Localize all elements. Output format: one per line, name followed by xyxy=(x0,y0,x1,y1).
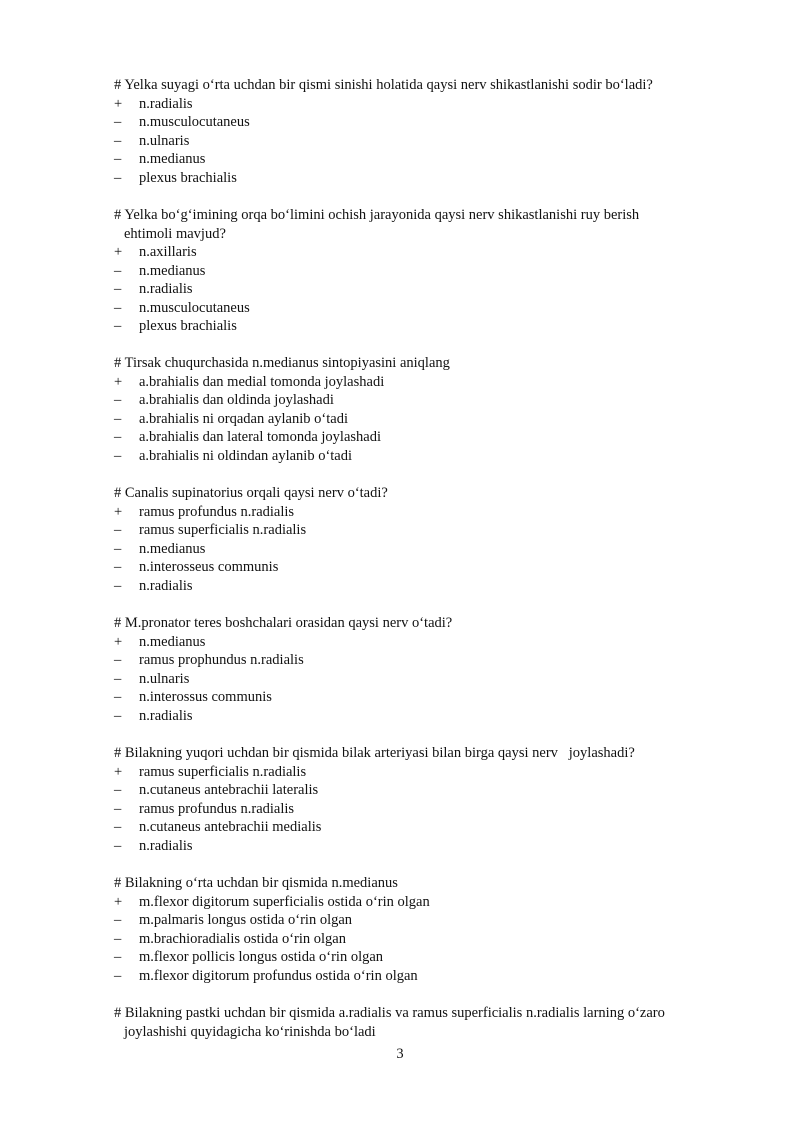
answer-option xyxy=(114,651,754,670)
answer-mark: – xyxy=(114,299,122,316)
question-block xyxy=(114,206,754,336)
answer-text: n.radialis xyxy=(139,577,193,594)
answer-mark: – xyxy=(114,689,122,706)
answer-mark: – xyxy=(114,930,122,947)
answer-text: m.flexor digitorum profundus ostida o‘rin olgan xyxy=(139,967,418,984)
answer-text: n.interossus communis xyxy=(139,689,272,706)
question-text-continuation: ehtimoli mavjud? xyxy=(124,225,226,242)
question-block xyxy=(114,874,754,985)
question-block xyxy=(114,744,754,855)
question-block xyxy=(114,76,754,187)
answer-option xyxy=(114,150,754,169)
answer-option xyxy=(114,800,754,819)
answer-option xyxy=(114,577,754,596)
answer-option xyxy=(114,447,754,466)
answer-text: n.medianus xyxy=(139,262,206,279)
answer-option xyxy=(114,540,754,559)
answer-option xyxy=(114,633,754,652)
answer-mark: – xyxy=(114,577,122,594)
answer-option xyxy=(114,391,754,410)
answer-mark: – xyxy=(114,837,122,854)
answer-option xyxy=(114,373,754,392)
answer-option xyxy=(114,169,754,188)
answer-option xyxy=(114,967,754,986)
answer-option xyxy=(114,317,754,336)
answer-option xyxy=(114,707,754,726)
answer-mark: – xyxy=(114,559,122,576)
answer-mark: – xyxy=(114,949,122,966)
answer-text: n.musculocutaneus xyxy=(139,114,250,131)
answer-text: n.radialis xyxy=(139,707,193,724)
answer-option xyxy=(114,948,754,967)
question-text: # Bilakning pastki uchdan bir qismida a.radialis va ramus superficialis n.radialis larning o‘zaro xyxy=(114,1005,665,1021)
answer-text: a.brahialis ni orqadan aylanib o‘tadi xyxy=(139,410,348,427)
answer-text: a.brahialis dan lateral tomonda joylashadi xyxy=(139,429,381,446)
answer-text: ramus profundus n.radialis xyxy=(139,503,295,520)
answer-text: m.flexor pollicis longus ostida o‘rin olgan xyxy=(139,949,384,966)
answer-mark: – xyxy=(114,522,122,539)
answer-option xyxy=(114,428,754,447)
answer-option xyxy=(114,113,754,132)
answer-option xyxy=(114,132,754,151)
answer-text: ramus superficialis n.radialis xyxy=(139,763,307,780)
question-block xyxy=(114,614,754,725)
answer-text: n.medianus xyxy=(139,540,206,557)
answer-text: m.brachioradialis ostida o‘rin olgan xyxy=(139,930,346,947)
answer-mark: + xyxy=(114,763,123,780)
answer-mark: – xyxy=(114,707,122,724)
answer-text: n.medianus xyxy=(139,633,206,650)
answer-mark: – xyxy=(114,151,122,168)
answer-mark: – xyxy=(114,540,122,557)
answer-text: n.interosseus communis xyxy=(139,559,279,576)
answer-option xyxy=(114,503,754,522)
answer-mark: + xyxy=(114,893,123,910)
question-text: # Bilakning yuqori uchdan bir qismida bilak arteriyasi bilan birga qaysi nerv joylashadi? xyxy=(114,745,635,761)
answer-text: n.ulnaris xyxy=(139,670,190,687)
answer-option xyxy=(114,262,754,281)
question-text: # Yelka suyagi o‘rta uchdan bir qismi sinishi holatida qaysi nerv shikastlanishi sodir bo‘ladi? xyxy=(114,77,653,93)
answer-mark: – xyxy=(114,169,122,186)
question-text: # M.pronator teres boshchalari orasidan qaysi nerv o‘tadi? xyxy=(114,615,453,631)
answer-option xyxy=(114,781,754,800)
answer-mark: – xyxy=(114,281,122,298)
answer-option xyxy=(114,558,754,577)
question-text: # Tirsak chuqurchasida n.medianus sintopiyasini aniqlang xyxy=(114,355,450,371)
answer-text: m.palmaris longus ostida o‘rin olgan xyxy=(139,912,353,929)
answer-text: a.brahialis dan medial tomonda joylashadi xyxy=(139,373,385,390)
question-text-continuation: joylashishi quyidagicha ko‘rinishda bo‘ladi xyxy=(124,1023,376,1040)
answer-option xyxy=(114,688,754,707)
answer-text: a.brahialis ni oldindan aylanib o‘tadi xyxy=(139,447,353,464)
answer-option xyxy=(114,818,754,837)
answer-text: n.cutaneus antebrachii medialis xyxy=(139,819,322,836)
question-block xyxy=(114,354,754,465)
answer-text: n.cutaneus antebrachii lateralis xyxy=(139,782,319,799)
answer-option xyxy=(114,763,754,782)
answer-mark: + xyxy=(114,633,123,650)
answer-option xyxy=(114,95,754,114)
answer-text: ramus profundus n.radialis xyxy=(139,800,295,817)
answer-option xyxy=(114,893,754,912)
answer-mark: – xyxy=(114,262,122,279)
answer-text: plexus brachialis xyxy=(139,318,237,335)
answer-text: n.radialis xyxy=(139,837,193,854)
answer-text: n.musculocutaneus xyxy=(139,299,250,316)
answer-mark: – xyxy=(114,132,122,149)
page-number: 3 xyxy=(396,1046,404,1062)
answer-mark: – xyxy=(114,967,122,984)
answer-mark: – xyxy=(114,447,122,464)
answer-mark: – xyxy=(114,652,122,669)
answer-text: n.medianus xyxy=(139,151,206,168)
question-block xyxy=(114,1004,754,1041)
answer-mark: – xyxy=(114,782,122,799)
question-text: # Yelka bo‘g‘imining orqa bo‘limini ochish jarayonida qaysi nerv shikastlanishi ruy berish xyxy=(114,207,640,223)
answer-option xyxy=(114,280,754,299)
answer-text: a.brahialis dan oldinda joylashadi xyxy=(139,392,334,409)
answer-mark: + xyxy=(114,373,123,390)
answer-mark: – xyxy=(114,429,122,446)
answer-option xyxy=(114,299,754,318)
answer-text: n.radialis xyxy=(139,95,193,112)
answer-mark: – xyxy=(114,410,122,427)
answer-text: n.axillaris xyxy=(139,244,197,260)
answer-mark: – xyxy=(114,392,122,409)
answer-option xyxy=(114,837,754,856)
answer-mark: – xyxy=(114,800,122,817)
answer-text: n.radialis xyxy=(139,281,193,298)
answer-mark: + xyxy=(114,503,123,520)
answer-text: plexus brachialis xyxy=(139,169,237,186)
question-text: # Bilakning o‘rta uchdan bir qismida n.medianus xyxy=(114,875,398,891)
answer-mark: – xyxy=(114,318,122,335)
answer-option xyxy=(114,521,754,540)
answer-text: ramus prophundus n.radialis xyxy=(139,652,304,669)
answer-text: m.flexor digitorum superficialis ostida o‘rin olgan xyxy=(139,893,430,910)
answer-mark: – xyxy=(114,114,122,131)
answer-mark: – xyxy=(114,912,122,929)
answer-option xyxy=(114,670,754,689)
answer-text: n.ulnaris xyxy=(139,132,190,149)
answer-mark: – xyxy=(114,670,122,687)
question-block xyxy=(114,484,754,595)
answer-option xyxy=(114,930,754,949)
answer-mark: + xyxy=(114,95,123,112)
question-text: # Canalis supinatorius orqali qaysi nerv o‘tadi? xyxy=(114,485,388,501)
answer-option xyxy=(114,911,754,930)
answer-mark: – xyxy=(114,819,122,836)
answer-option xyxy=(114,243,754,262)
answer-text: ramus superficialis n.radialis xyxy=(139,522,307,539)
answer-option xyxy=(114,410,754,429)
answer-mark: + xyxy=(114,244,123,260)
